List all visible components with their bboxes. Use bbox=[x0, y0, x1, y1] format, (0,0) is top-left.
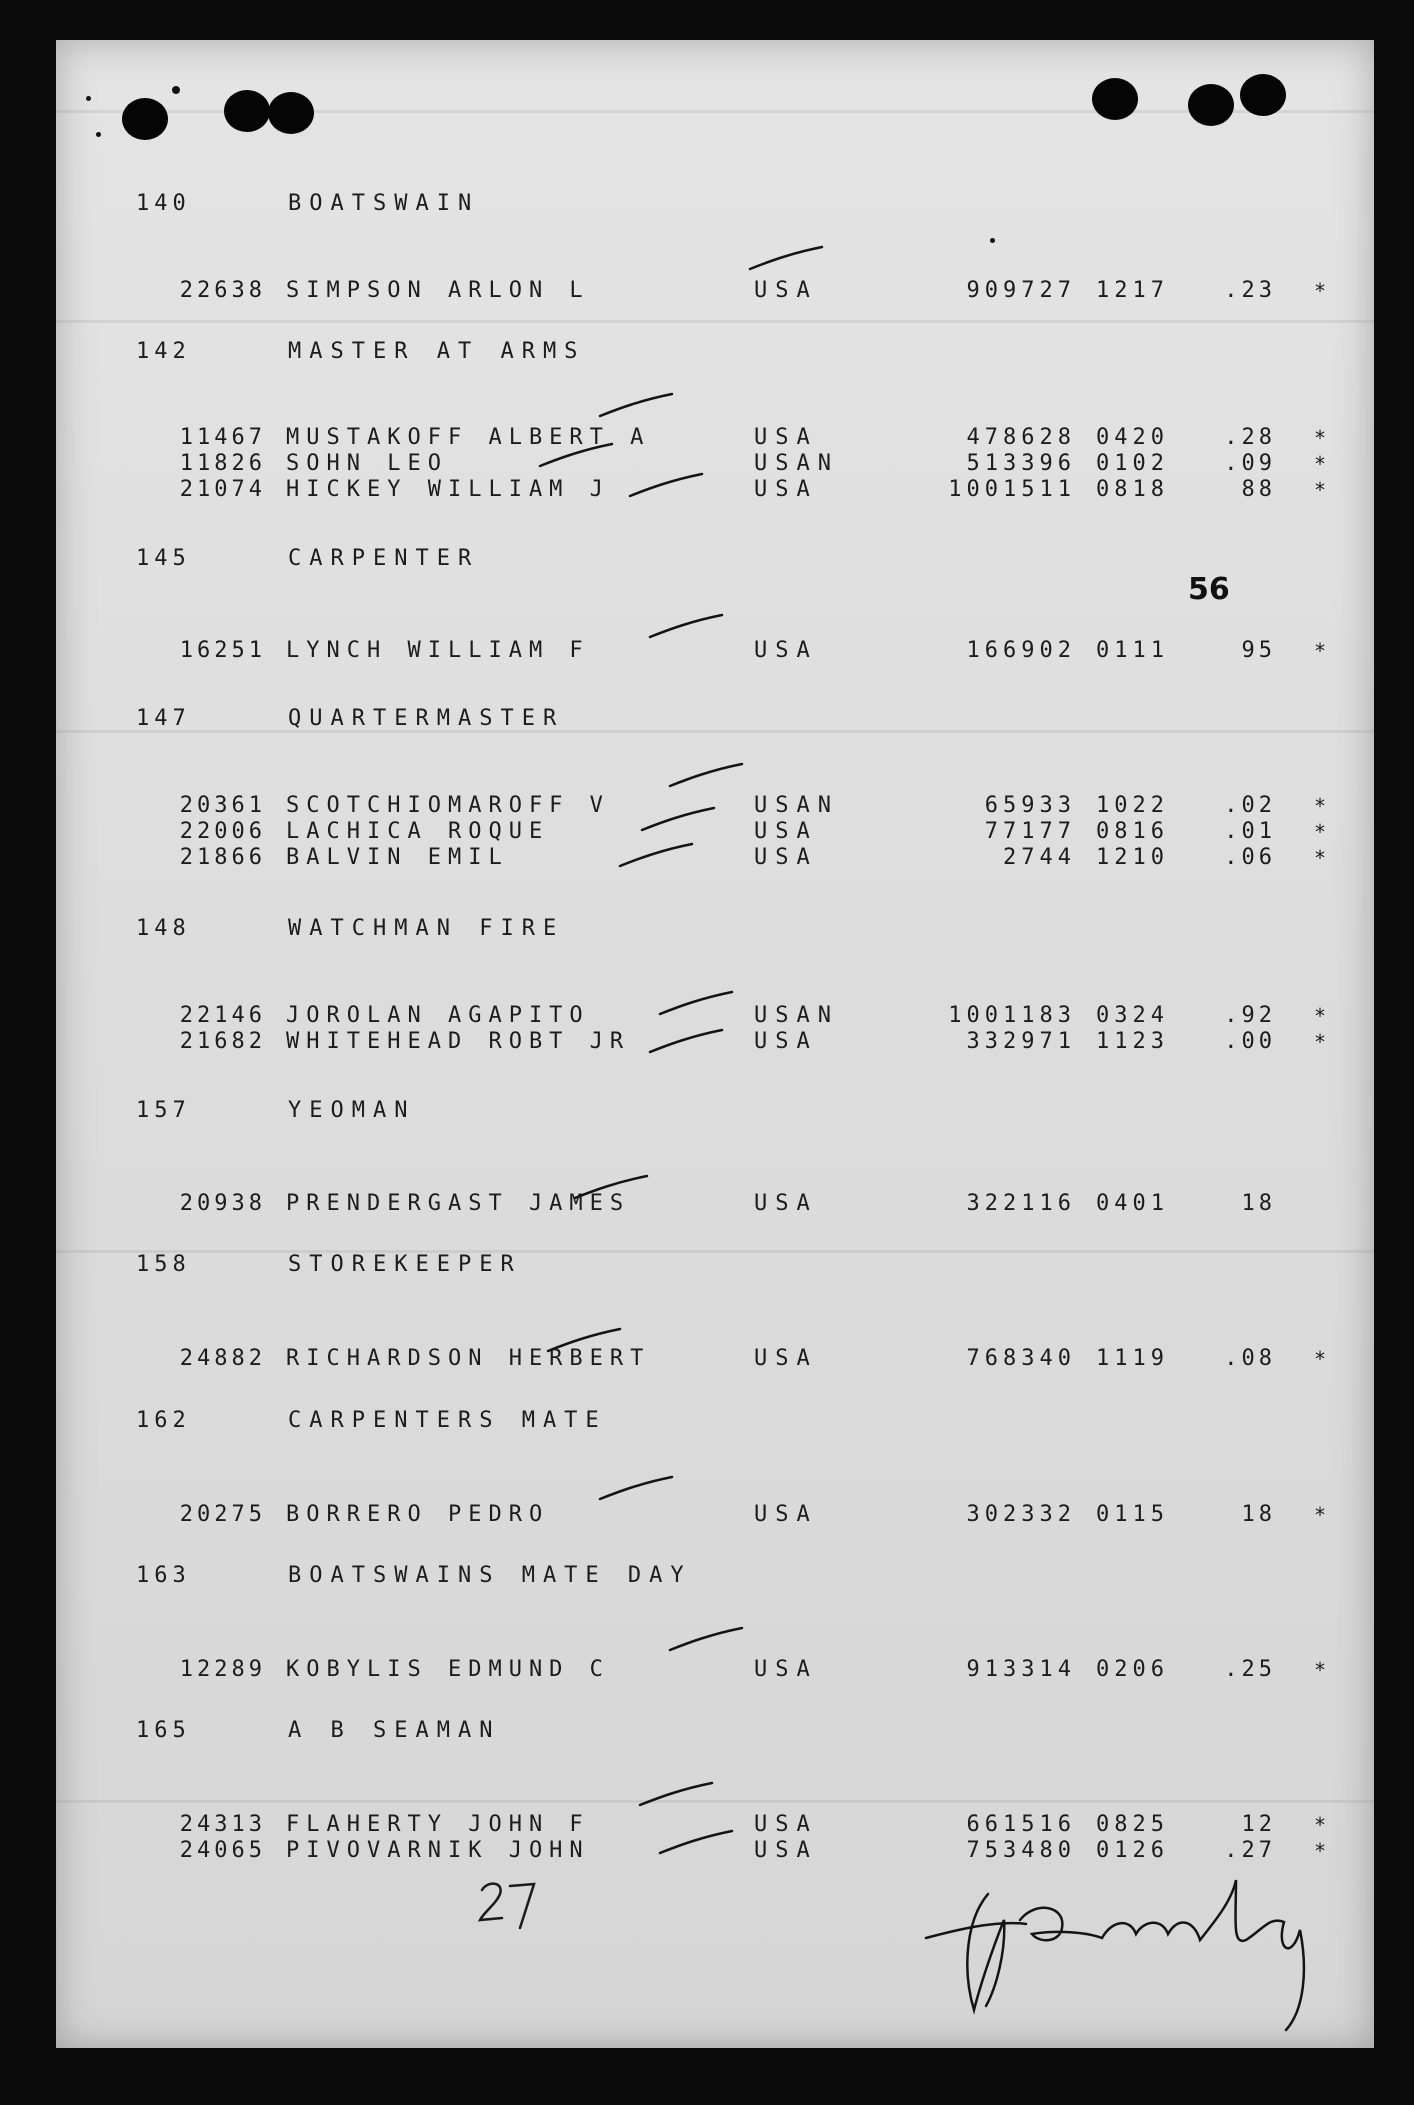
document-number: 332971 bbox=[966, 1029, 1076, 1054]
crew-name: PIVOVARNIK JOHN bbox=[286, 1838, 590, 1863]
check-mark-icon bbox=[666, 1624, 746, 1654]
rating-code: 145 bbox=[136, 546, 191, 571]
asterisk-mark: * bbox=[1314, 478, 1327, 502]
asterisk-mark: * bbox=[1314, 1030, 1327, 1054]
document-number: 2744 bbox=[1003, 845, 1076, 870]
amount: .09 bbox=[1224, 451, 1276, 476]
document-number: 753480 bbox=[966, 1838, 1076, 1863]
crew-name: HICKEY WILLIAM J bbox=[286, 477, 610, 502]
rating-code: 157 bbox=[136, 1098, 191, 1123]
asterisk-mark: * bbox=[1314, 279, 1327, 303]
rating-code: 147 bbox=[136, 706, 191, 731]
crew-id: 24313 bbox=[179, 1812, 266, 1837]
ink-speck bbox=[172, 86, 180, 94]
amount: .02 bbox=[1224, 793, 1276, 818]
date-code: 0324 bbox=[1096, 1003, 1169, 1028]
punch-hole bbox=[224, 90, 270, 132]
citizenship: USA bbox=[754, 1657, 818, 1682]
date-code: 0111 bbox=[1096, 638, 1169, 663]
handwritten-signature bbox=[916, 1860, 1336, 2040]
ink-speck bbox=[990, 238, 995, 243]
asterisk-mark: * bbox=[1314, 1503, 1327, 1527]
date-code: 0401 bbox=[1096, 1191, 1169, 1216]
crew-name: SOHN LEO bbox=[286, 451, 448, 476]
date-code: 0816 bbox=[1096, 819, 1169, 844]
crew-name: LYNCH WILLIAM F bbox=[286, 638, 590, 663]
date-code: 1123 bbox=[1096, 1029, 1169, 1054]
check-mark-icon bbox=[596, 390, 676, 420]
rating-title: STOREKEEPER bbox=[288, 1252, 522, 1277]
check-mark-icon bbox=[636, 1779, 716, 1809]
amount: 12 bbox=[1241, 1812, 1276, 1837]
date-code: 1217 bbox=[1096, 278, 1169, 303]
citizenship: USA bbox=[754, 425, 818, 450]
rating-heading bbox=[56, 705, 1374, 733]
document-number: 65933 bbox=[984, 793, 1076, 818]
ink-speck bbox=[86, 96, 91, 101]
check-mark-icon bbox=[544, 1325, 624, 1355]
page-number-stamp: 56 bbox=[1188, 572, 1230, 607]
rating-heading bbox=[56, 190, 1374, 218]
crew-row bbox=[56, 1190, 1374, 1218]
asterisk-mark: * bbox=[1314, 1347, 1327, 1371]
crew-row bbox=[56, 1656, 1374, 1684]
document-number: 166902 bbox=[966, 638, 1076, 663]
rating-heading bbox=[56, 1097, 1374, 1125]
check-mark-icon bbox=[666, 760, 746, 790]
crew-id: 21866 bbox=[179, 845, 266, 870]
rating-title: A B SEAMAN bbox=[288, 1718, 501, 1743]
crew-name: LACHICA ROQUE bbox=[286, 819, 550, 844]
document-number: 913314 bbox=[966, 1657, 1076, 1682]
citizenship: USA bbox=[754, 477, 818, 502]
amount: .08 bbox=[1224, 1346, 1276, 1371]
asterisk-mark: * bbox=[1314, 846, 1327, 870]
check-mark-icon bbox=[571, 1172, 651, 1202]
rating-code: 165 bbox=[136, 1718, 191, 1743]
asterisk-mark: * bbox=[1314, 639, 1327, 663]
rating-heading bbox=[56, 915, 1374, 943]
amount: .01 bbox=[1224, 819, 1276, 844]
citizenship: USA bbox=[754, 638, 818, 663]
rating-title: WATCHMAN FIRE bbox=[288, 916, 565, 941]
crew-name: JOROLAN AGAPITO bbox=[286, 1003, 590, 1028]
punch-hole bbox=[1240, 74, 1286, 116]
crew-name: FLAHERTY JOHN F bbox=[286, 1812, 590, 1837]
citizenship: USAN bbox=[754, 1003, 839, 1028]
crew-name: SCOTCHIOMAROFF V bbox=[286, 793, 610, 818]
citizenship: USA bbox=[754, 1838, 818, 1863]
crew-id: 22006 bbox=[179, 819, 266, 844]
crew-name: RICHARDSON HERBERT bbox=[286, 1346, 651, 1371]
citizenship: USA bbox=[754, 1812, 818, 1837]
crew-id: 22146 bbox=[179, 1003, 266, 1028]
rating-code: 162 bbox=[136, 1408, 191, 1433]
crew-row bbox=[56, 424, 1374, 452]
amount: .27 bbox=[1224, 1838, 1276, 1863]
check-mark-icon bbox=[596, 1473, 676, 1503]
crew-id: 21074 bbox=[179, 477, 266, 502]
crew-name: MUSTAKOFF ALBERT A bbox=[286, 425, 651, 450]
rating-code: 158 bbox=[136, 1252, 191, 1277]
document-number: 478628 bbox=[966, 425, 1076, 450]
crew-id: 22638 bbox=[179, 278, 266, 303]
document-page bbox=[56, 40, 1374, 2048]
crew-name: BALVIN EMIL bbox=[286, 845, 509, 870]
crew-name: BORRERO PEDRO bbox=[286, 1502, 550, 1527]
asterisk-mark: * bbox=[1314, 820, 1327, 844]
document-number: 1001511 bbox=[948, 477, 1076, 502]
check-mark-icon bbox=[646, 611, 726, 641]
check-mark-icon bbox=[626, 470, 706, 500]
punch-hole bbox=[268, 92, 314, 134]
rating-title: BOATSWAIN bbox=[288, 191, 480, 216]
crew-id: 16251 bbox=[179, 638, 266, 663]
crew-id: 20275 bbox=[179, 1502, 266, 1527]
crew-id: 21682 bbox=[179, 1029, 266, 1054]
date-code: 0126 bbox=[1096, 1838, 1169, 1863]
ink-speck bbox=[96, 132, 101, 137]
punch-hole bbox=[122, 98, 168, 140]
date-code: 1210 bbox=[1096, 845, 1169, 870]
date-code: 1119 bbox=[1096, 1346, 1169, 1371]
punch-hole bbox=[1092, 78, 1138, 120]
crew-name: KOBYLIS EDMUND C bbox=[286, 1657, 610, 1682]
scan-streak bbox=[56, 320, 1374, 323]
crew-row bbox=[56, 1345, 1374, 1373]
check-mark-icon bbox=[646, 1026, 726, 1056]
document-number: 768340 bbox=[966, 1346, 1076, 1371]
crew-id: 11467 bbox=[179, 425, 266, 450]
rating-title: MASTER AT ARMS bbox=[288, 339, 586, 364]
rating-code: 142 bbox=[136, 339, 191, 364]
citizenship: USA bbox=[754, 278, 818, 303]
crew-row bbox=[56, 277, 1374, 305]
rating-heading bbox=[56, 1251, 1374, 1279]
crew-id: 24882 bbox=[179, 1346, 266, 1371]
rating-code: 140 bbox=[136, 191, 191, 216]
check-mark-icon bbox=[656, 1827, 736, 1857]
crew-id: 20361 bbox=[179, 793, 266, 818]
punch-hole bbox=[1188, 84, 1234, 126]
rating-heading bbox=[56, 1407, 1374, 1435]
amount: .23 bbox=[1224, 278, 1276, 303]
date-code: 0102 bbox=[1096, 451, 1169, 476]
citizenship: USA bbox=[754, 1502, 818, 1527]
asterisk-mark: * bbox=[1314, 452, 1327, 476]
crew-row bbox=[56, 450, 1374, 478]
rating-heading bbox=[56, 1562, 1374, 1590]
rating-heading bbox=[56, 338, 1374, 366]
crew-id: 20938 bbox=[179, 1191, 266, 1216]
asterisk-mark: * bbox=[1314, 794, 1327, 818]
asterisk-mark: * bbox=[1314, 1004, 1327, 1028]
crew-name: SIMPSON ARLON L bbox=[286, 278, 590, 303]
citizenship: USA bbox=[754, 845, 818, 870]
check-mark-icon bbox=[746, 243, 826, 273]
amount: 95 bbox=[1241, 638, 1276, 663]
check-mark-icon bbox=[536, 440, 616, 470]
citizenship: USA bbox=[754, 1346, 818, 1371]
amount: 18 bbox=[1241, 1191, 1276, 1216]
crew-row bbox=[56, 476, 1374, 504]
crew-id: 12289 bbox=[179, 1657, 266, 1682]
amount: .28 bbox=[1224, 425, 1276, 450]
amount: .00 bbox=[1224, 1029, 1276, 1054]
asterisk-mark: * bbox=[1314, 426, 1327, 450]
crew-id: 24065 bbox=[179, 1838, 266, 1863]
crew-row bbox=[56, 844, 1374, 872]
rating-heading bbox=[56, 545, 1374, 573]
citizenship: USAN bbox=[754, 793, 839, 818]
amount: 18 bbox=[1241, 1502, 1276, 1527]
rating-code: 148 bbox=[136, 916, 191, 941]
date-code: 0420 bbox=[1096, 425, 1169, 450]
handwritten-folio-number bbox=[474, 1876, 544, 1936]
crew-name: PRENDERGAST JAMES bbox=[286, 1191, 631, 1216]
citizenship: USAN bbox=[754, 451, 839, 476]
date-code: 0825 bbox=[1096, 1812, 1169, 1837]
citizenship: USA bbox=[754, 819, 818, 844]
document-number: 661516 bbox=[966, 1812, 1076, 1837]
asterisk-mark: * bbox=[1314, 1658, 1327, 1682]
document-number: 77177 bbox=[984, 819, 1076, 844]
document-number: 909727 bbox=[966, 278, 1076, 303]
crew-row bbox=[56, 637, 1374, 665]
rating-code: 163 bbox=[136, 1563, 191, 1588]
document-number: 322116 bbox=[966, 1191, 1076, 1216]
amount: .06 bbox=[1224, 845, 1276, 870]
amount: 88 bbox=[1241, 477, 1276, 502]
document-number: 1001183 bbox=[948, 1003, 1076, 1028]
rating-title: YEOMAN bbox=[288, 1098, 416, 1123]
rating-heading bbox=[56, 1717, 1374, 1745]
rating-title: QUARTERMASTER bbox=[288, 706, 565, 731]
check-mark-icon bbox=[656, 988, 736, 1018]
date-code: 1022 bbox=[1096, 793, 1169, 818]
check-mark-icon bbox=[638, 804, 718, 834]
rating-title: CARPENTERS MATE bbox=[288, 1408, 607, 1433]
crew-row bbox=[56, 1501, 1374, 1529]
rating-title: BOATSWAINS MATE DAY bbox=[288, 1563, 692, 1588]
asterisk-mark: * bbox=[1314, 1813, 1327, 1837]
date-code: 0206 bbox=[1096, 1657, 1169, 1682]
check-mark-icon bbox=[616, 840, 696, 870]
crew-name: WHITEHEAD ROBT JR bbox=[286, 1029, 631, 1054]
amount: .92 bbox=[1224, 1003, 1276, 1028]
crew-id: 11826 bbox=[179, 451, 266, 476]
citizenship: USA bbox=[754, 1191, 818, 1216]
citizenship: USA bbox=[754, 1029, 818, 1054]
date-code: 0115 bbox=[1096, 1502, 1169, 1527]
asterisk-mark: * bbox=[1314, 1839, 1327, 1863]
amount: .25 bbox=[1224, 1657, 1276, 1682]
document-number: 513396 bbox=[966, 451, 1076, 476]
rating-title: CARPENTER bbox=[288, 546, 480, 571]
date-code: 0818 bbox=[1096, 477, 1169, 502]
document-number: 302332 bbox=[966, 1502, 1076, 1527]
